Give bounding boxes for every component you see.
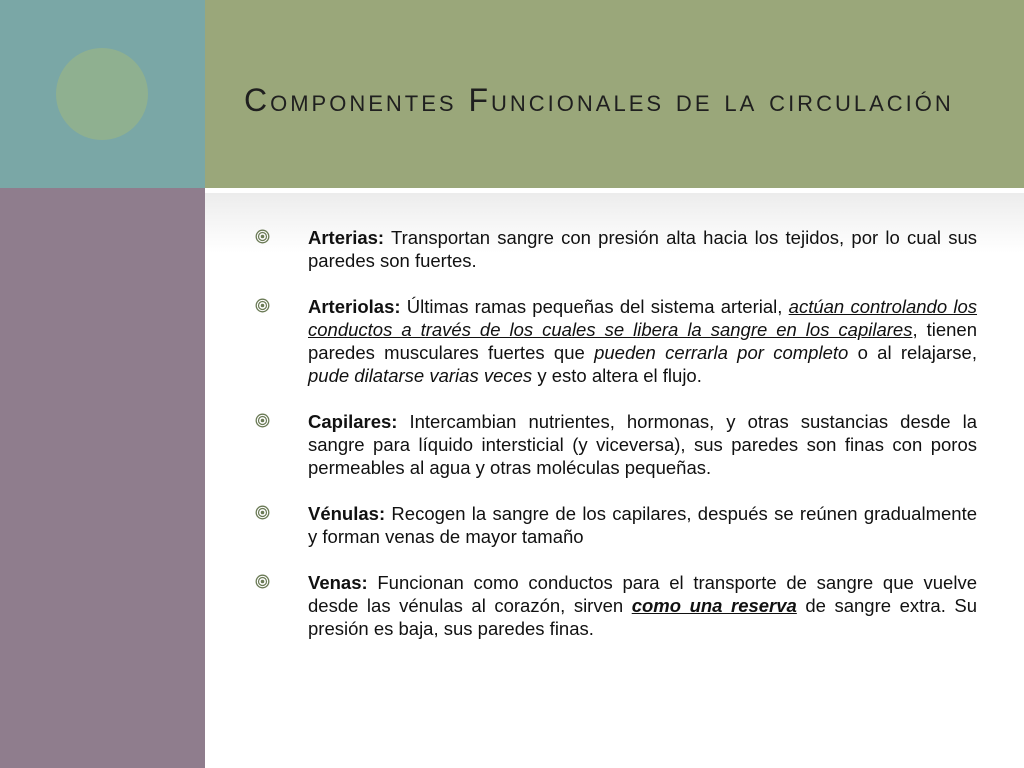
term-label: Arterias: [308,227,385,248]
circled-dot-icon [255,505,270,520]
term-description: o al relajarse, [848,342,977,363]
bullet-list [255,226,977,663]
term-label: Arteriolas: [308,296,401,317]
emphasis-underlined: actúan controlando los conductos a través de los cuales se libera la sangre en los capilares [308,296,978,340]
emphasis-bold-underlined: como una reserva [631,595,797,616]
circled-dot-icon [255,574,270,589]
circled-dot-icon [255,413,270,428]
term-description: , tienen paredes musculares fuertes que [308,319,977,363]
circled-dot-icon [255,229,270,244]
left-side-panel [0,188,205,768]
bullet-arterias [255,226,977,272]
slide-title: Componentes Funcionales de la circulación [244,82,954,118]
circled-dot-icon [255,298,270,313]
term-description: Transportan sangre con presión alta hacia los tejidos, por lo cual sus paredes son fuertes. [308,227,977,271]
term-label: Vénulas: [308,503,386,524]
term-description: Recogen la sangre de los capilares, después se reúnen gradualmente y forman venas de mayor tamaño [308,503,977,547]
term-description: y esto altera el flujo. [532,365,702,386]
decorative-circle [56,48,148,140]
term-description: Funcionan como conductos para el transporte de sangre que vuelve desde las vénulas al corazón, sirven [308,572,977,616]
bullet-venas [255,571,977,640]
term-description: Intercambian nutrientes, hormonas, y otras sustancias desde la sangre para líquido intersticial (y viceversa), sus paredes son finas con poros permeables al agua y otras moléculas pequeñas. [308,411,977,478]
term-description: Últimas ramas pequeñas del sistema arterial, [400,296,789,317]
emphasis-italic: pueden cerrarla por completo [594,342,849,363]
emphasis-italic: pude dilatarse varias veces [308,365,533,386]
bullet-arteriolas [255,295,977,387]
bullet-venulas [255,502,977,548]
bullet-capilares [255,410,977,479]
term-label: Capilares: [308,411,398,432]
term-label: Venas: [308,572,368,593]
term-description: de sangre extra. Su presión es baja, sus paredes finas. [308,595,977,639]
